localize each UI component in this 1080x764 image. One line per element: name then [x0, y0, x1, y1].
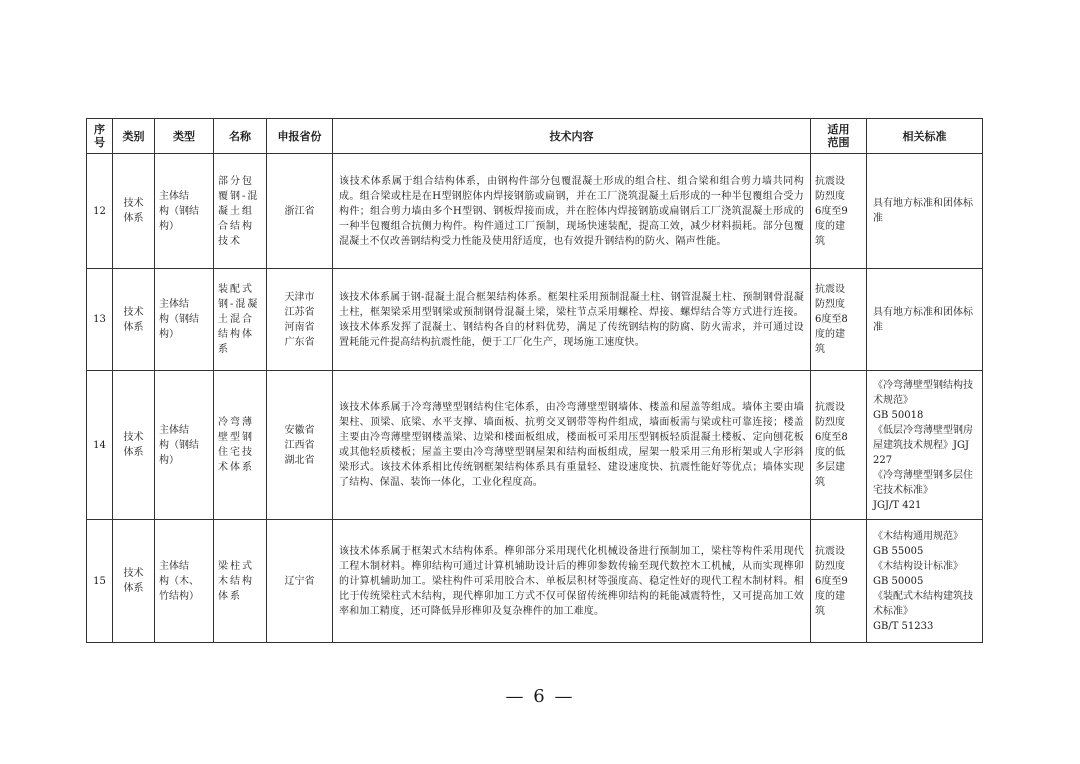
- cell-standards: 《冷弯薄壁型钢结构技术规范》 GB 50018 《低层冷弯薄壁型钢房屋建筑技术规程》JGJ 227 《冷弯薄壁型钢多层住宅技术标准》 JGJ/T 421: [867, 371, 983, 520]
- cell-province: 安徽省 江西省 湖北省: [267, 371, 333, 520]
- header-province: 申报省份: [267, 119, 333, 154]
- cell-name: 冷弯薄 壁型钢 住宅技 术体系: [214, 371, 267, 520]
- cell-standards: 具有地方标准和团体标准: [867, 154, 983, 269]
- table-row: [87, 520, 983, 643]
- cell-content: 该技术体系属于框架式木结构体系。榫卯部分采用现代化机械设备进行预制加工，梁柱等构件采用现代工程木制材料。榫卯结构可通过计算机辅助设计后的榫卯参数传输至现代数控木工机械，从而实现榫卯的计算机辅助加工。梁柱构件可采用胶合木、单板层积材等强度高、稳定性好的现代工程木制材料。相比于传统梁柱式木结构，现代榫卯加工方式不仅可保留传统榫卯结构的耗能减震特性，又可提高加工效率和加工精度，还可降低异形榫卯及复杂榫件的加工难度。: [333, 520, 811, 643]
- header-scope: 适用 范围: [811, 119, 867, 154]
- cell-seq: 12: [87, 154, 113, 269]
- cell-province: 天津市 江苏省 河南省 广东省: [267, 269, 333, 371]
- cell-name: 梁柱式 木结构 体系: [214, 520, 267, 643]
- cell-scope: 抗震设 防烈度 6度至8 度的建 筑: [811, 269, 867, 371]
- cell-standards: 具有地方标准和团体标准: [867, 269, 983, 371]
- cell-name: 部分包 覆钢-混 凝土组 合结构 技术: [214, 154, 267, 269]
- table-header-row: [87, 119, 983, 154]
- cell-category: 技术 体系: [113, 371, 155, 520]
- cell-scope: 抗震设 防烈度 6度至9 度的建 筑: [811, 154, 867, 269]
- cell-province: 辽宁省: [267, 520, 333, 643]
- cell-category: 技术 体系: [113, 269, 155, 371]
- cell-type: 主体结 构（木、 竹结构）: [155, 520, 214, 643]
- header-standards: 相关标准: [867, 119, 983, 154]
- cell-seq: 15: [87, 520, 113, 643]
- cell-type: 主体结 构（钢结 构）: [155, 154, 214, 269]
- cell-type: 主体结 构（钢结 构）: [155, 269, 214, 371]
- table-row: [87, 371, 983, 520]
- header-name: 名称: [214, 119, 267, 154]
- cell-content: 该技术体系属于冷弯薄壁型钢结构住宅体系，由冷弯薄壁型钢墙体、楼盖和屋盖等组成。墙体主要由墙架柱、顶梁、底梁、水平支撑、墙面板、抗剪交叉钢带等构件组成，墙面板需与梁或柱可靠连接；楼盖主要由冷弯薄壁型钢楼盖梁、边梁和楼面板组成，楼面板可采用压型钢板轻质混凝土楼板、定向刨花板或其他轻质楼板；屋盖主要由冷弯薄壁型钢屋架和结构面板组成，屋架一般采用三角形桁架或人字形斜梁形式。该技术体系相比传统钢框架结构体系具有重量轻、建设速度快、抗震性能好等优点；墙体实现了结构、保温、装饰一体化，工业化程度高。: [333, 371, 811, 520]
- header-content: 技术内容: [333, 119, 811, 154]
- cell-content: 该技术体系属于钢-混凝土混合框架结构体系。框架柱采用预制混凝土柱、钢管混凝土柱、预制钢骨混凝土柱，框架梁采用型钢梁或预制钢骨混凝土梁，梁柱节点采用螺栓、焊接、螺焊结合等方式进行连接。该技术体系发挥了混凝土、钢结构各自的材料优势，满足了传统钢结构的防腐、防火需求，并可通过设置耗能元件提高结构抗震性能，便于工厂化生产，现场施工速度快。: [333, 269, 811, 371]
- cell-content: 该技术体系属于组合结构体系，由钢构件部分包覆混凝土形成的组合柱、组合梁和组合剪力墙共同构成。组合梁或柱是在H型钢腔体内焊接钢筋或扁钢，并在工厂浇筑混凝土后形成的一种半包覆组合受力构件；组合剪力墙由多个H型钢、钢板焊接而成，并在腔体内焊接钢筋或扁钢后工厂浇筑混凝土形成的一种半包覆组合抗侧力构件。构件通过工厂预制，现场快速装配，提高工效，减少材料损耗。部分包覆混凝土不仅改善钢结构受力性能及使用舒适度，也有效提升钢结构的防火、隔声性能。: [333, 154, 811, 269]
- cell-seq: 14: [87, 371, 113, 520]
- cell-type: 主体结 构（钢结 构）: [155, 371, 214, 520]
- cell-scope: 抗震设 防烈度 6度至9 度的建 筑: [811, 520, 867, 643]
- cell-scope: 抗震设 防烈度 6度至8 度的低 多层建 筑: [811, 371, 867, 520]
- table-row: [87, 269, 983, 371]
- header-type: 类型: [155, 119, 214, 154]
- cell-seq: 13: [87, 269, 113, 371]
- cell-name: 装配式 钢-混凝 土混合 结构体 系: [214, 269, 267, 371]
- cell-province: 浙江省: [267, 154, 333, 269]
- header-seq: 序 号: [87, 119, 113, 154]
- cell-category: 技术 体系: [113, 154, 155, 269]
- page-number: — 6 —: [505, 686, 575, 707]
- header-category: 类别: [113, 119, 155, 154]
- cell-standards: 《木结构通用规范》 GB 55005 《木结构设计标准》 GB 50005 《装配式木结构建筑技术标准》 GB/T 51233: [867, 520, 983, 643]
- table-row: [87, 154, 983, 269]
- cell-category: 技术 体系: [113, 520, 155, 643]
- technology-table: [86, 118, 983, 643]
